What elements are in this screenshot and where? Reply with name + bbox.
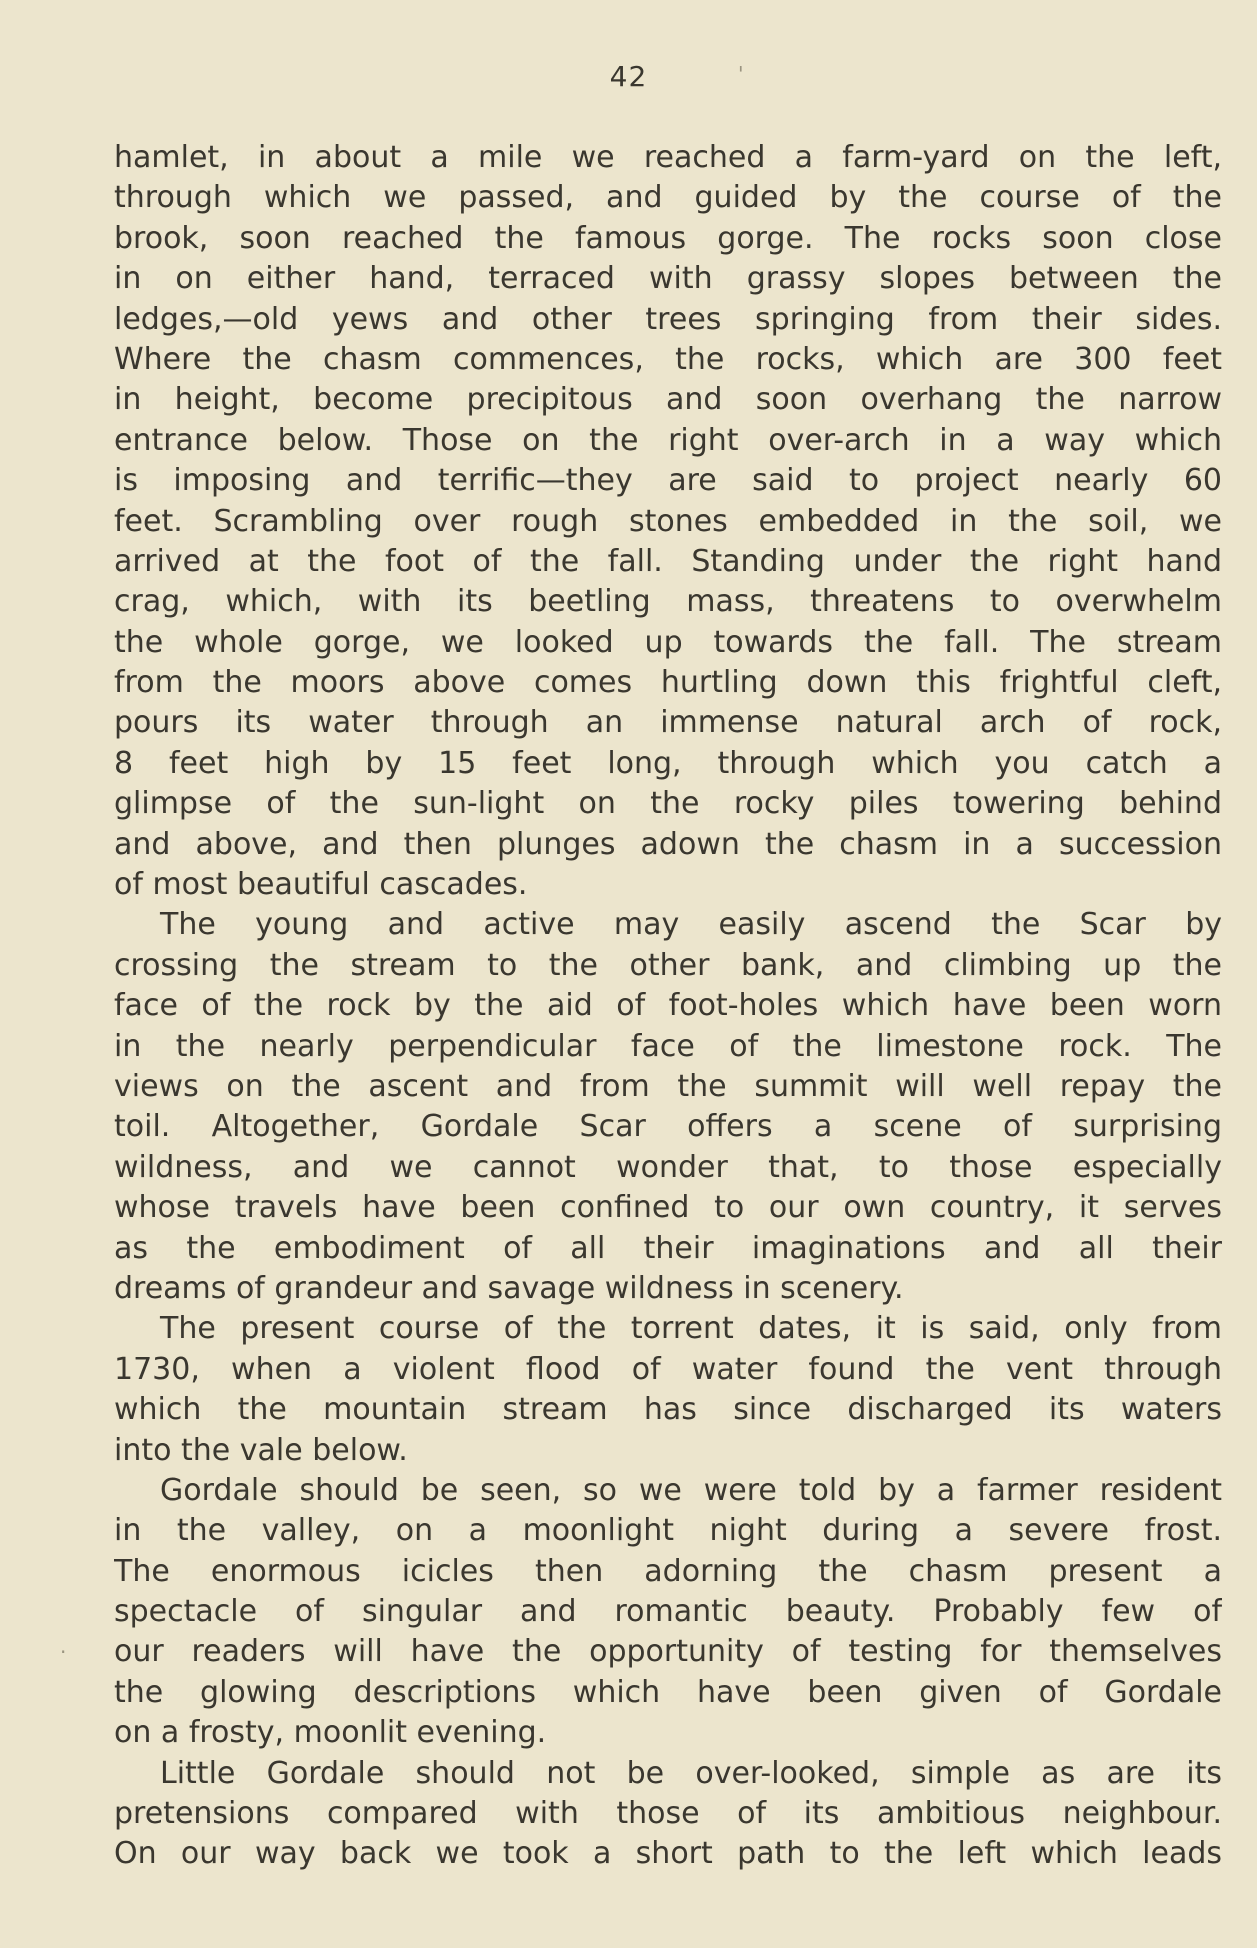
text-line: which the mountain stream has since discharged its waters (114, 1392, 1222, 1428)
text-line: feet. Scrambling over rough stones embedded in the soil, we (114, 503, 1222, 539)
text-line: crag, which, with its beetling mass, threatens to overwhelm (114, 584, 1222, 620)
text-line: the whole gorge, we looked up towards the fall. The stream (114, 624, 1222, 660)
text-line: as the embodiment of all their imaginations and all their (114, 1230, 1222, 1266)
text-line: Little Gordale should not be over-looked, simple as are its (160, 1755, 1222, 1791)
text-line: The enormous icicles then adorning the chasm present a (114, 1553, 1222, 1589)
text-line: our readers will have the opportunity of testing for themselves (114, 1634, 1222, 1670)
text-line: glimpse of the sun-light on the rocky piles towering behind (114, 786, 1222, 822)
text-line: pretensions compared with those of its ambitious neighbour. (114, 1796, 1222, 1832)
text-line: toil. Altogether, Gordale Scar offers a scene of surprising (114, 1109, 1222, 1145)
margin-speck: ' (738, 62, 744, 86)
text-line: in the nearly perpendicular face of the limestone rock. The (114, 1028, 1222, 1064)
text-line: in height, become precipitous and soon overhang the narrow (114, 382, 1222, 418)
text-line: On our way back we took a short path to the left which leads (114, 1836, 1222, 1872)
text-line: arrived at the foot of the fall. Standing under the right hand (114, 543, 1222, 579)
text-line: dreams of grandeur and savage wildness in scenery. (114, 1270, 904, 1306)
text-line: from the moors above comes hurtling down this frightful cleft, (114, 665, 1222, 701)
page-number: 42 (609, 60, 648, 93)
text-line: on a frosty, moonlit evening. (114, 1715, 547, 1751)
text-line: pours its water through an immense natural arch of rock, (114, 705, 1222, 741)
text-line: The young and active may easily ascend the Scar by (160, 907, 1222, 943)
text-line: Where the chasm commences, the rocks, which are 300 feet (114, 341, 1222, 377)
text-line: entrance below. Those on the right over-arch in a way which (114, 422, 1222, 458)
text-line: is imposing and terrific—they are said to project nearly 60 (114, 463, 1222, 499)
text-line: The present course of the torrent dates, it is said, only from (160, 1311, 1222, 1347)
margin-speck: · (60, 1640, 67, 1664)
text-line: the glowing descriptions which have been given of Gordale (114, 1674, 1222, 1710)
text-line: Gordale should be seen, so we were told by a farmer resident (160, 1472, 1222, 1508)
text-line: whose travels have been confined to our own country, it serves (114, 1190, 1222, 1226)
text-line: of most beautiful cascades. (114, 867, 528, 903)
text-line: crossing the stream to the other bank, and climbing up the (114, 947, 1222, 983)
text-line: ledges,—old yews and other trees springing from their sides. (114, 301, 1222, 337)
body-text (114, 138, 1222, 1875)
text-line: spectacle of singular and romantic beauty. Probably few of (114, 1594, 1222, 1630)
text-line: wildness, and we cannot wonder that, to those especially (114, 1149, 1222, 1185)
text-line: in on either hand, terraced with grassy slopes between the (114, 261, 1222, 297)
text-line: views on the ascent and from the summit will well repay the (114, 1068, 1222, 1104)
text-line: through which we passed, and guided by the course of the (114, 180, 1222, 216)
text-line: 1730, when a violent flood of water found the vent through (114, 1351, 1222, 1387)
text-line: and above, and then plunges adown the chasm in a succession (114, 826, 1222, 862)
text-line: hamlet, in about a mile we reached a farm-yard on the left, (114, 140, 1222, 175)
text-line: brook, soon reached the famous gorge. The rocks soon close (114, 220, 1222, 256)
text-line: into the vale below. (114, 1432, 408, 1468)
text-line: face of the rock by the aid of foot-holes which have been worn (114, 988, 1222, 1024)
text-line: in the valley, on a moonlight night during a severe frost. (114, 1513, 1222, 1549)
text-line: 8 feet high by 15 feet long, through which you catch a (114, 745, 1222, 781)
